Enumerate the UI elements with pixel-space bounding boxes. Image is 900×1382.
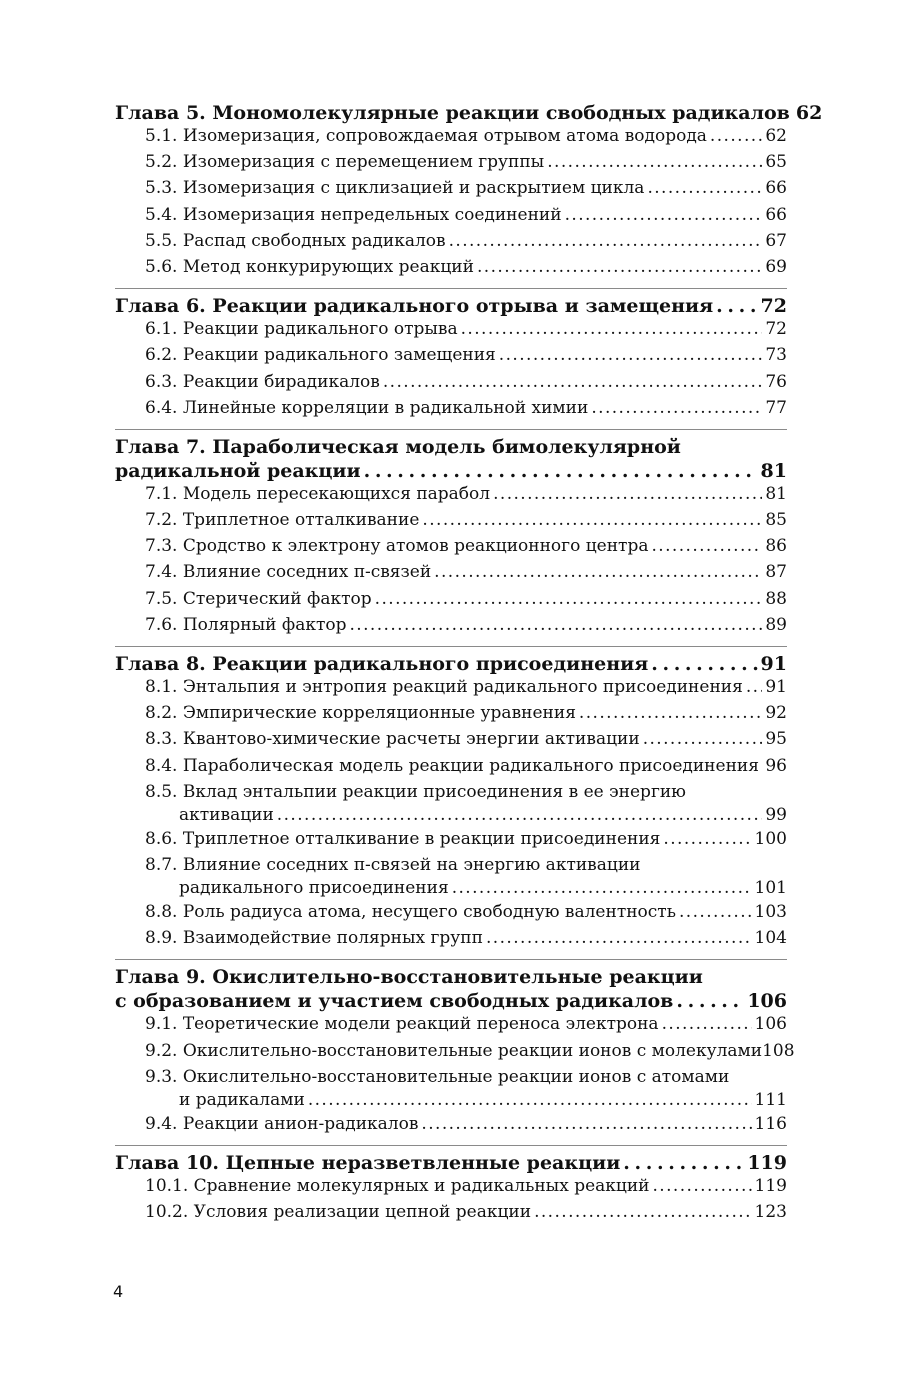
section-title: 5.1. Изомеризация, сопровождаемая отрывом атома водорода	[145, 126, 707, 146]
section-entry	[115, 854, 787, 901]
chapter-title-text: Глава 6. Реакции радикального отрыва и замещения	[115, 295, 714, 318]
page-ref: 123	[754, 1202, 787, 1223]
section-entry	[115, 344, 787, 370]
page-ref: 104	[754, 928, 787, 949]
section-entry	[115, 1040, 795, 1066]
chapter-9	[115, 959, 795, 1139]
leader-dots	[364, 462, 758, 481]
section-entry	[115, 1175, 787, 1201]
section-entry	[115, 676, 787, 702]
leader-dots	[716, 297, 757, 316]
section-title: 7.5. Стерический фактор	[145, 588, 372, 609]
section-title: 10.1. Сравнение молекулярных и радикальных реакций	[145, 1175, 650, 1196]
leader-dots	[493, 486, 762, 503]
page-ref: 72	[760, 295, 787, 318]
leader-dots	[477, 259, 762, 276]
section-entry	[115, 151, 787, 177]
section-title: 9.3. Окислительно-восстановительные реакции ионов с атомами	[145, 1066, 730, 1087]
section-title: 9.2. Окислительно-восстановительные реакции ионов с молекулами	[145, 1040, 763, 1061]
leader-dots	[676, 992, 744, 1011]
chapter-5	[115, 101, 823, 282]
leader-dots	[591, 400, 762, 417]
section-title: 5.5. Распад свободных радикалов	[145, 230, 446, 251]
page-ref: 77	[765, 397, 787, 418]
section-title: 9.1. Теоретические модели реакций переноса электрона	[145, 1014, 659, 1035]
section-entry	[115, 927, 787, 953]
page-ref: 95	[765, 729, 787, 750]
section-entry	[115, 204, 787, 230]
section-title: 7.3. Сродство к электрону атомов реакционного центра	[145, 536, 649, 557]
leader-dots	[452, 880, 752, 897]
page-ref: 69	[765, 256, 787, 277]
section-title-continued: радикального присоединения	[179, 878, 449, 899]
section-entry	[115, 702, 787, 728]
chapter-title-text: Глава 5. Мономолекулярные реакции свободных радикалов	[115, 102, 790, 124]
section-title: 8.6. Триплетное отталкивание в реакции присоединения	[145, 828, 661, 849]
section-title-continued: активации	[179, 805, 274, 826]
section-title-continued: и радикалами	[179, 1090, 305, 1111]
leader-dots	[663, 831, 751, 848]
leader-dots	[623, 1154, 744, 1173]
chapter-title	[115, 652, 787, 676]
section-entry	[115, 1201, 787, 1227]
section-entry	[115, 318, 787, 344]
page-ref: 91	[760, 653, 787, 675]
page-ref: 106	[754, 1014, 787, 1035]
section-title: 7.1. Модель пересекающихся парабол	[145, 483, 491, 504]
section-entry	[115, 509, 787, 535]
chapter-title-text: Глава 8. Реакции радикального присоединения	[115, 653, 649, 675]
chapter-title-text: Глава 7. Параболическая модель бимолекулярной	[115, 435, 681, 458]
chapter-title	[115, 294, 787, 318]
section-entry	[115, 483, 787, 509]
section-entry	[115, 561, 787, 587]
leader-dots	[710, 128, 762, 145]
section-entry	[115, 901, 787, 927]
page-ref: 86	[765, 536, 787, 557]
leader-dots	[449, 233, 763, 250]
page-ref: 81	[765, 483, 787, 504]
section-entry	[115, 535, 787, 561]
section-entry	[115, 397, 787, 423]
page-number: 4	[113, 1282, 124, 1301]
leader-dots	[547, 154, 762, 171]
section-title: 8.3. Квантово-химические расчеты энергии активации	[145, 729, 640, 750]
section-entry	[115, 1013, 787, 1039]
section-title: 8.5. Вклад энтальпии реакции присоединения в ее энергию	[145, 781, 686, 802]
leader-dots	[746, 679, 763, 696]
page-ref: 76	[765, 371, 787, 392]
section-entry	[115, 728, 787, 754]
section-title: 5.4. Изомеризация непредельных соединений	[145, 204, 562, 225]
leader-dots	[350, 617, 763, 634]
chapter-title-text: радикальной реакции	[115, 459, 361, 482]
leader-dots	[486, 930, 752, 947]
chapter-title	[115, 435, 787, 483]
section-title: 7.2. Триплетное отталкивание	[145, 510, 420, 531]
page-ref: 101	[754, 878, 787, 899]
section-title: 6.4. Линейные корреляции в радикальной химии	[145, 397, 589, 418]
section-title: 5.6. Метод конкурирующих реакций	[145, 256, 474, 277]
page-ref: 87	[765, 562, 787, 583]
section-entry	[115, 177, 787, 203]
page-ref: 111	[754, 1090, 787, 1111]
section-entry	[115, 230, 787, 256]
section-title: 5.3. Изомеризация с циклизацией и раскрытием цикла	[145, 178, 645, 199]
page-ref: 91	[765, 677, 787, 697]
page-ref: 89	[765, 614, 787, 635]
section-title: 8.7. Влияние соседних π-связей на энергию активации	[145, 854, 641, 875]
section-title: 7.4. Влияние соседних π-связей	[145, 562, 432, 583]
section-title: 8.8. Роль радиуса атома, несущего свободную валентность	[145, 901, 676, 922]
leader-dots	[651, 655, 757, 674]
section-entry	[115, 371, 787, 397]
section-entry	[115, 1066, 787, 1113]
section-entry	[115, 781, 787, 828]
chapter-title-text: Глава 9. Окислительно-восстановительные реакции	[115, 966, 703, 989]
chapter-title	[115, 1151, 787, 1175]
chapter-6	[115, 288, 787, 423]
section-title: 8.1. Энтальпия и энтропия реакций радикального присоединения	[145, 677, 743, 697]
leader-dots	[422, 512, 762, 529]
page-ref: 62	[795, 102, 823, 124]
page-ref: 65	[765, 152, 787, 173]
leader-dots	[383, 374, 763, 391]
page-ref: 72	[765, 319, 787, 340]
section-title: 8.9. Взаимодействие полярных групп	[145, 928, 483, 949]
page-ref: 96	[765, 755, 787, 776]
section-title: 10.2. Условия реализации цепной реакции	[145, 1202, 532, 1223]
leader-dots	[277, 807, 763, 824]
page-ref: 119	[754, 1175, 787, 1196]
section-title: 8.4. Параболическая модель реакции радикального присоединения	[145, 755, 759, 776]
section-entry	[115, 614, 787, 640]
page-ref: 73	[765, 345, 787, 366]
leader-dots	[308, 1092, 752, 1109]
table-of-contents	[115, 101, 823, 1227]
page-ref: 106	[747, 990, 787, 1013]
page-ref: 103	[754, 901, 787, 922]
page-ref: 67	[765, 230, 787, 251]
chapter-title	[115, 101, 823, 125]
page-ref: 81	[760, 459, 787, 482]
leader-dots	[643, 731, 763, 748]
page-ref: 66	[765, 178, 787, 199]
leader-dots	[651, 538, 762, 555]
section-entry	[115, 755, 787, 781]
page-ref: 85	[765, 510, 787, 531]
section-title: 9.4. Реакции анион-радикалов	[145, 1113, 419, 1134]
leader-dots	[565, 207, 763, 224]
section-entry	[115, 588, 787, 614]
section-entry	[115, 1113, 787, 1139]
leader-dots	[662, 1016, 752, 1033]
leader-dots	[375, 591, 763, 608]
leader-dots	[534, 1204, 751, 1221]
section-title: 6.1. Реакции радикального отрыва	[145, 319, 458, 340]
leader-dots	[579, 705, 762, 722]
section-title: 6.3. Реакции бирадикалов	[145, 371, 380, 392]
leader-dots	[421, 1116, 751, 1133]
page-ref: 108	[762, 1040, 795, 1061]
page-ref: 88	[765, 588, 787, 609]
leader-dots	[461, 321, 763, 338]
leader-dots	[653, 1178, 752, 1195]
page-ref: 119	[747, 1151, 787, 1174]
section-title: 6.2. Реакции радикального замещения	[145, 345, 496, 366]
section-entry	[115, 828, 787, 854]
chapter-10	[115, 1145, 787, 1227]
page-ref: 116	[754, 1113, 787, 1134]
section-title: 8.2. Эмпирические корреляционные уравнения	[145, 703, 576, 724]
leader-dots	[434, 564, 762, 581]
page-ref: 99	[765, 805, 787, 826]
section-title: 7.6. Полярный фактор	[145, 614, 347, 635]
chapter-7	[115, 429, 787, 640]
section-entry	[115, 125, 787, 151]
chapter-title-text: с образованием и участием свободных радикалов	[115, 990, 674, 1013]
chapter-8	[115, 646, 787, 953]
leader-dots	[679, 904, 752, 921]
section-title: 5.2. Изомеризация с перемещением группы	[145, 152, 545, 173]
page-ref: 62	[765, 126, 787, 146]
section-entry	[115, 256, 787, 282]
page-ref: 66	[765, 204, 787, 225]
page-ref: 92	[765, 703, 787, 724]
leader-dots	[647, 180, 762, 197]
leader-dots	[499, 347, 763, 364]
chapter-title-text: Глава 10. Цепные неразветвленные реакции	[115, 1151, 621, 1174]
chapter-title	[115, 965, 787, 1013]
page-ref: 100	[754, 828, 787, 849]
